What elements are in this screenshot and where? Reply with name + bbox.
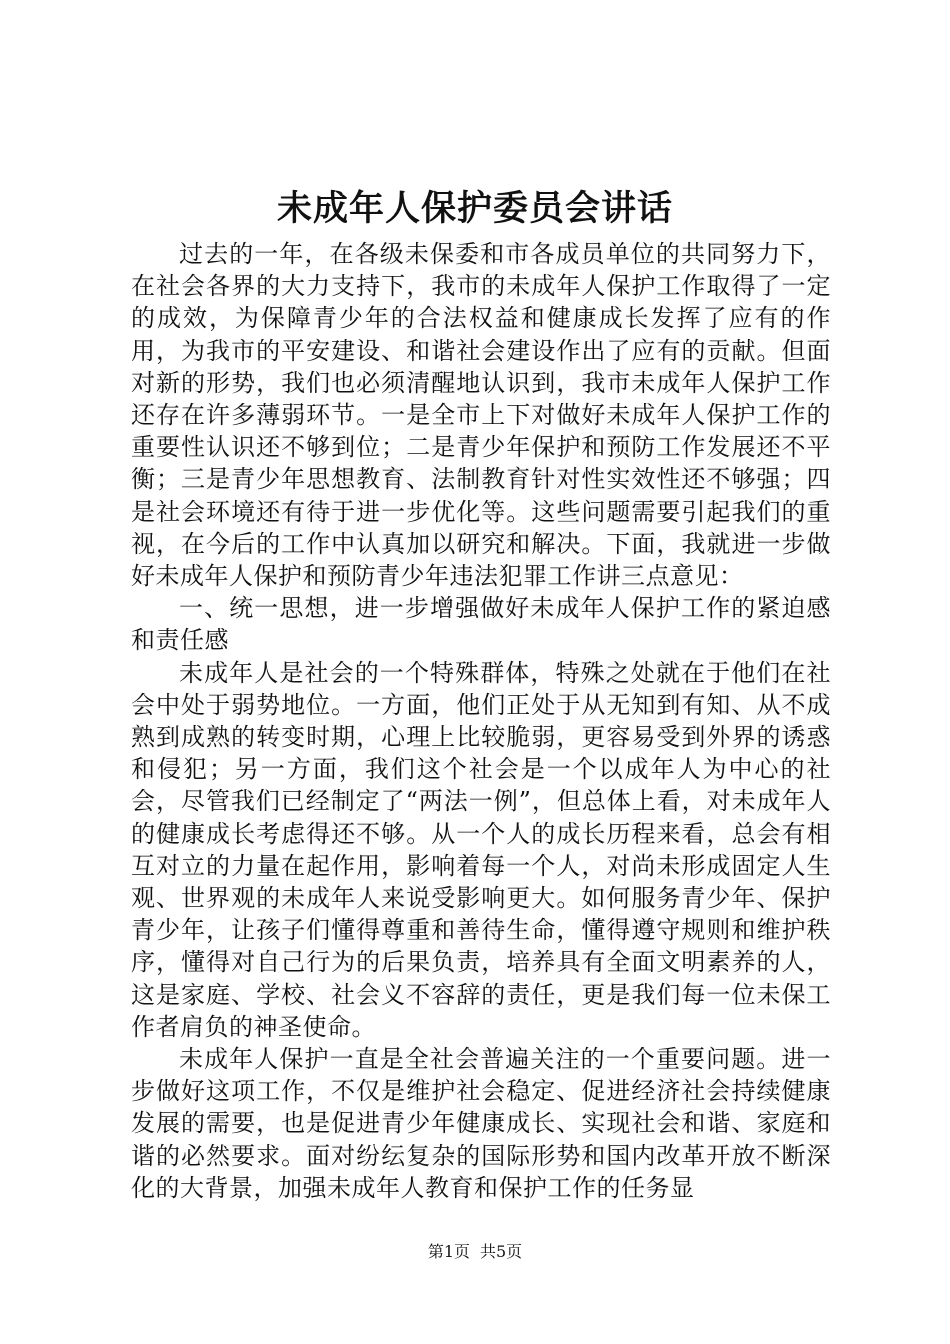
paragraph-intro: 过去的一年，在各级未保委和市各成员单位的共同努力下，在社会各界的大力支持下，我市的未成年人保护工作取得了一定的成效，为保障青少年的合法权益和健康成长发挥了应有的作用，为我市的平安建设、和谐社会建设作出了应有的贡献。但面对新的形势，我们也必须清醒地认识到，我市未成年人保护工作还存在许多薄弱环节。一是全市上下对做好未成年人保护工作的重要性认识还不够到位；二是青少年保护和预防工作发展还不平衡；三是青少年思想教育、法制教育针对性实效性还不够强；四是社会环境还有待于进一步优化等。这些问题需要引起我们的重视，在今后的工作中认真加以研究和解决。下面，我就进一步做好未成年人保护和预防青少年违法犯罪工作讲三点意见： xyxy=(131,240,831,591)
document-body xyxy=(131,238,831,1204)
page-total: 共5页 xyxy=(480,1242,523,1261)
document-title: 未成年人保护委员会讲话 xyxy=(276,188,673,229)
paragraph-section-heading: 一、统一思想，进一步增强做好未成年人保护工作的紧迫感和责任感 xyxy=(131,594,831,655)
paragraph-minors-group: 未成年人是社会的一个特殊群体，特殊之处就在于他们在社会中处于弱势地位。一方面，他们正处于从无知到有知、从不成熟到成熟的转变时期，心理上比较脆弱，更容易受到外界的诱惑和侵犯；另一方面，我们这个社会是一个以成年人为中心的社会，尽管我们已经制定了“两法一例”，但总体上看，对未成年人的健康成长考虑得还不够。从一个人的成长历程来看，总会有相互对立的力量在起作用，影响着每一个人，对尚未形成固定人生观、世界观的未成年人来说受影响更大。如何服务青少年、保护青少年，让孩子们懂得尊重和善待生命，懂得遵守规则和维护秩序，懂得对自己行为的后果负责，培养具有全面文明素养的人，这是家庭、学校、社会义不容辞的责任，更是我们每一位未保工作者肩负的神圣使命。 xyxy=(131,658,831,1041)
page-number: 第1页 xyxy=(427,1242,470,1261)
paragraph-protection-importance: 未成年人保护一直是全社会普遍关注的一个重要问题。进一步做好这项工作，不仅是维护社会稳定、促进经济社会持续健康发展的需要，也是促进青少年健康成长、实现社会和谐、家庭和谐的必然要求。面对纷纭复杂的国际形势和国内改革开放不断深化的大背景，加强未成年人教育和保护工作的任务显 xyxy=(131,1045,831,1202)
page-footer xyxy=(0,1242,950,1262)
